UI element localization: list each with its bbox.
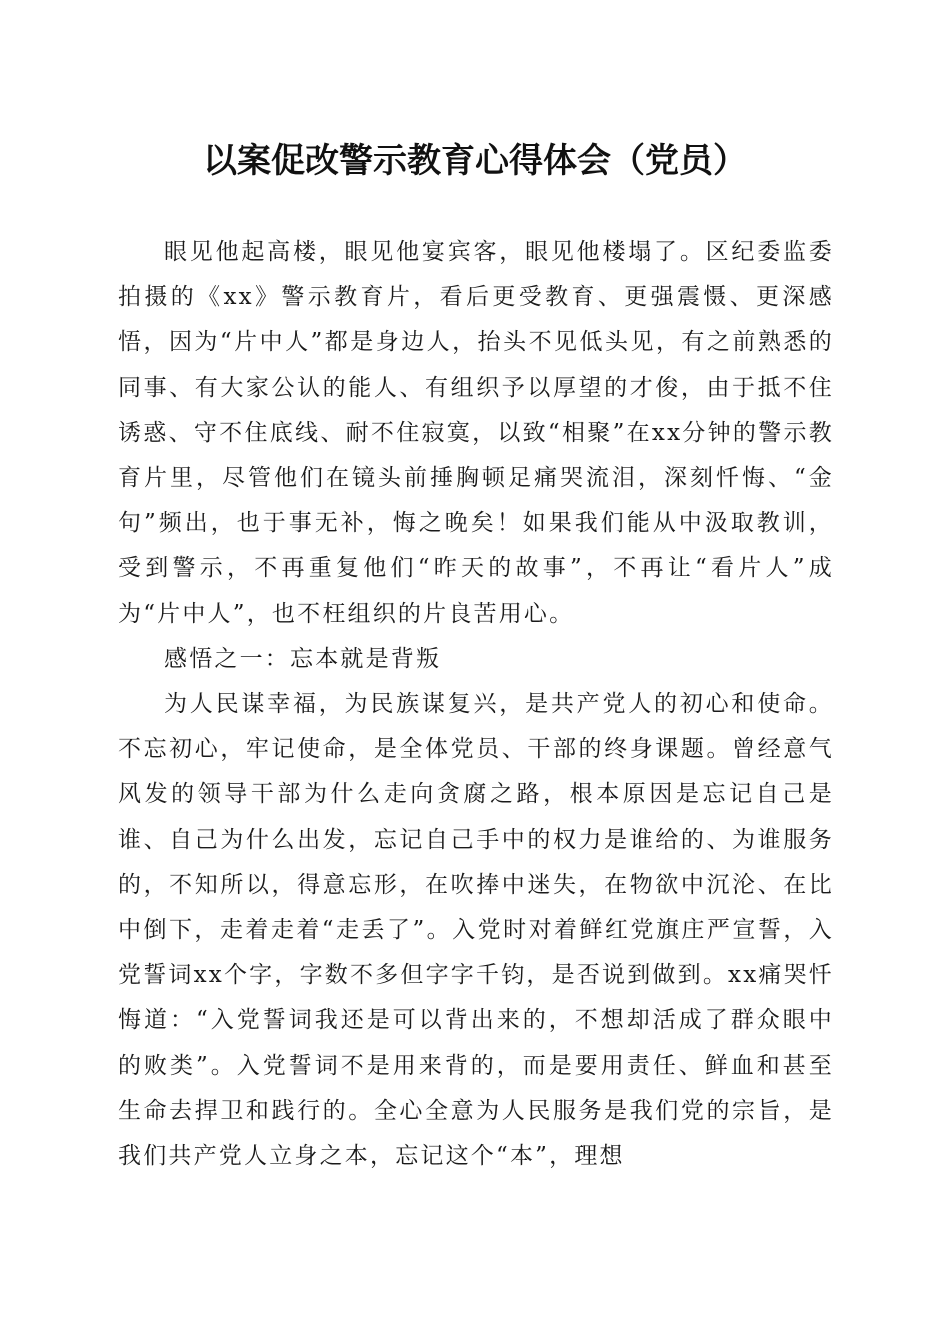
section-heading: 感悟之一：忘本就是背叛	[164, 645, 442, 672]
paragraph-intro: 眼见他起高楼，眼见他宴宾客，眼见他楼塌了。区纪委监委拍摄的《xx》警示教育片，看后更受教育、更强震慑、更深感悟，因为“片中人”都是身边人，抬头不见低头见，有之前熟悉的同事、有大家公认的能人、有组织予以厚望的才俊，由于抵不住诱惑、守不住底线、耐不住寂寞，以致“相聚”在xx分钟的警示教育片里，尽管他们在镜头前捶胸顿足痛哭流泪，深刻忏悔、“金句”频出，也于事无补，悔之晚矣！如果我们能从中汲取教训，受到警示，不再重复他们“昨天的故事”，不再让“看片人”成为“片中人”，也不枉组织的片良苦用心。	[118, 239, 834, 627]
document-title: 以案促改警示教育心得体会（党员）	[203, 141, 747, 181]
paragraph-section-one: 为人民谋幸福，为民族谋复兴，是共产党人的初心和使命。不忘初心，牢记使命，是全体党员、干部的终身课题。曾经意气风发的领导干部为什么走向贪腐之路，根本原因是忘记自己是谁、自己为什么出发，忘记自己手中的权力是谁给的、为谁服务的，不知所以，得意忘形，在吹捧中迷失，在物欲中沉沦、在比中倒下，走着走着“走丢了”。入党时对着鲜红党旗庄严宣誓，入党誓词xx个字，字数不多但字字千钧，是否说到做到。xx痛哭忏悔道：“入党誓词我还是可以背出来的，不想却活成了群众眼中的败类”。入党誓词不是用来背的，而是要用责任、鲜血和甚至生命去捍卫和践行的。全心全意为人民服务是我们党的宗旨，是我们共产党人立身之本，忘记这个“本”，理想	[118, 691, 834, 1170]
document-body	[118, 230, 834, 1179]
